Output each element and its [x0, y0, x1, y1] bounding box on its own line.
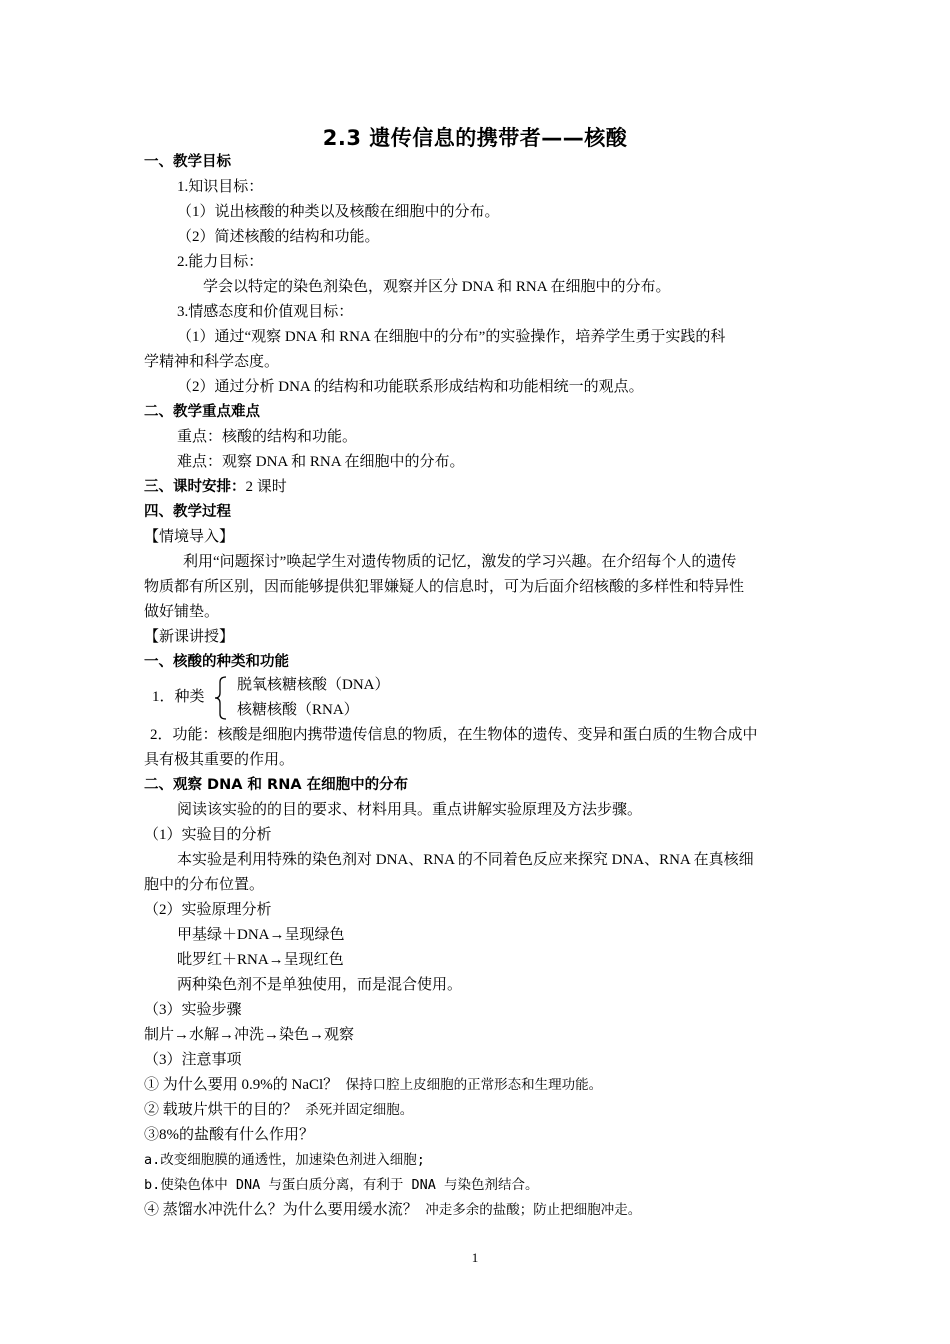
principle-methyl-green: 甲基绿＋DNA→呈现绿色	[177, 927, 345, 943]
note-4	[144, 1200, 641, 1220]
key-point: 重点：核酸的结构和功能。	[177, 429, 358, 445]
type-dna: 脱氧核糖核酸（DNA）	[237, 677, 390, 693]
heading-teaching-goals: 一、教学目标	[144, 154, 231, 170]
experiment-steps: 制片→水解→冲洗→染色→观察	[144, 1027, 355, 1043]
knowledge-goal-1: （1）说出核酸的种类以及核酸在细胞中的分布。	[177, 204, 500, 220]
experiment-principle-label: （2）实验原理分析	[144, 902, 272, 918]
note-2-answer: 杀死并固定细胞。	[305, 1102, 414, 1118]
class-hours-line	[144, 477, 287, 497]
brace-icon	[214, 676, 228, 720]
note-1-answer: 保持口腔上皮细胞的正常形态和生理功能。	[345, 1077, 603, 1093]
experiment-steps-label: （3）实验步骤	[144, 1002, 242, 1018]
heading-observe-dna-rna: 二、观察 DNA 和 RNA 在细胞中的分布	[144, 777, 409, 793]
heading-teaching-process: 四、教学过程	[144, 504, 231, 520]
knowledge-goal-label: 1.知识目标：	[177, 179, 264, 195]
function-line1: 2．功能：核酸是细胞内携带遗传信息的物质，在生物体的遗传、变异和蛋白质的生物合成中	[150, 727, 758, 743]
reading-instruction: 阅读该实验的的目的要求、材料用具。重点讲解实验原理及方法步骤。	[177, 802, 643, 818]
note-2-question: ② 载玻片烘干的目的？	[144, 1102, 298, 1118]
note-3-answer-b: b.使染色体中 DNA 与蛋白质分离，有利于 DNA 与染色剂结合。	[144, 1177, 539, 1193]
note-3-answer-a: a.改变细胞膜的通透性，加速染色剂进入细胞;	[144, 1152, 425, 1168]
page-title: 2.3 遗传信息的携带者——核酸	[322, 126, 628, 150]
note-4-question: ④ 蒸馏水冲洗什么？为什么要用缓水流？	[144, 1202, 418, 1218]
knowledge-goal-2: （2）简述核酸的结构和功能。	[177, 229, 380, 245]
note-1	[144, 1075, 602, 1095]
type-rna: 核糖核酸（RNA）	[237, 702, 359, 718]
emotion-goal-1-line1: （1）通过“观察 DNA 和 RNA 在细胞中的分布”的实验操作，培养学生勇于实践的科	[177, 329, 726, 345]
class-hours-value: 2 课时	[245, 479, 287, 495]
types-label: 1．种类	[152, 689, 205, 705]
heading-class-hours: 三、课时安排：	[144, 479, 246, 495]
note-2	[144, 1100, 413, 1120]
note-4-answer: 冲走多余的盐酸；防止把细胞冲走。	[425, 1202, 642, 1218]
heading-nucleic-acid-types: 一、核酸的种类和功能	[144, 654, 289, 670]
emotion-goal-1-line2: 学精神和科学态度。	[144, 354, 280, 370]
difficult-point: 难点：观察 DNA 和 RNA 在细胞中的分布。	[177, 454, 465, 470]
ability-goal-label: 2.能力目标：	[177, 254, 264, 270]
intro-paragraph-line3: 做好铺垫。	[144, 604, 220, 620]
intro-paragraph-line1: 利用“问题探讨”唤起学生对遗传物质的记忆，激发的学习兴趣。在介绍每个人的遗传	[183, 554, 737, 570]
experiment-purpose-line1: 本实验是利用特殊的染色剂对 DNA、RNA 的不同着色反应来探究 DNA、RNA 在真核细	[177, 852, 754, 868]
ability-goal-text: 学会以特定的染色剂染色，观察并区分 DNA 和 RNA 在细胞中的分布。	[203, 279, 671, 295]
section-scene-intro: 【情境导入】	[144, 529, 235, 545]
note-1-question: ① 为什么要用 0.9%的 NaCl？	[144, 1077, 339, 1093]
principle-mixed-use: 两种染色剂不是单独使用，而是混合使用。	[177, 977, 463, 993]
note-3-question: ③8%的盐酸有什么作用？	[144, 1127, 314, 1143]
emotion-goal-2: （2）通过分析 DNA 的结构和功能联系形成结构和功能相统一的观点。	[177, 379, 644, 395]
experiment-purpose-label: （1）实验目的分析	[144, 827, 272, 843]
section-new-lesson: 【新课讲授】	[144, 629, 235, 645]
function-line2: 具有极其重要的作用。	[144, 752, 295, 768]
emotion-goal-label: 3.情感态度和价值观目标：	[177, 304, 354, 320]
experiment-purpose-line2: 胞中的分布位置。	[144, 877, 265, 893]
principle-pyronin: 吡罗红＋RNA→呈现红色	[177, 952, 344, 968]
notes-label: （3）注意事项	[144, 1052, 242, 1068]
page-number: 1	[471, 1250, 479, 1265]
heading-key-points: 二、教学重点难点	[144, 404, 260, 420]
intro-paragraph-line2: 物质都有所区别，因而能够提供犯罪嫌疑人的信息时，可为后面介绍核酸的多样性和特异性	[144, 579, 745, 595]
